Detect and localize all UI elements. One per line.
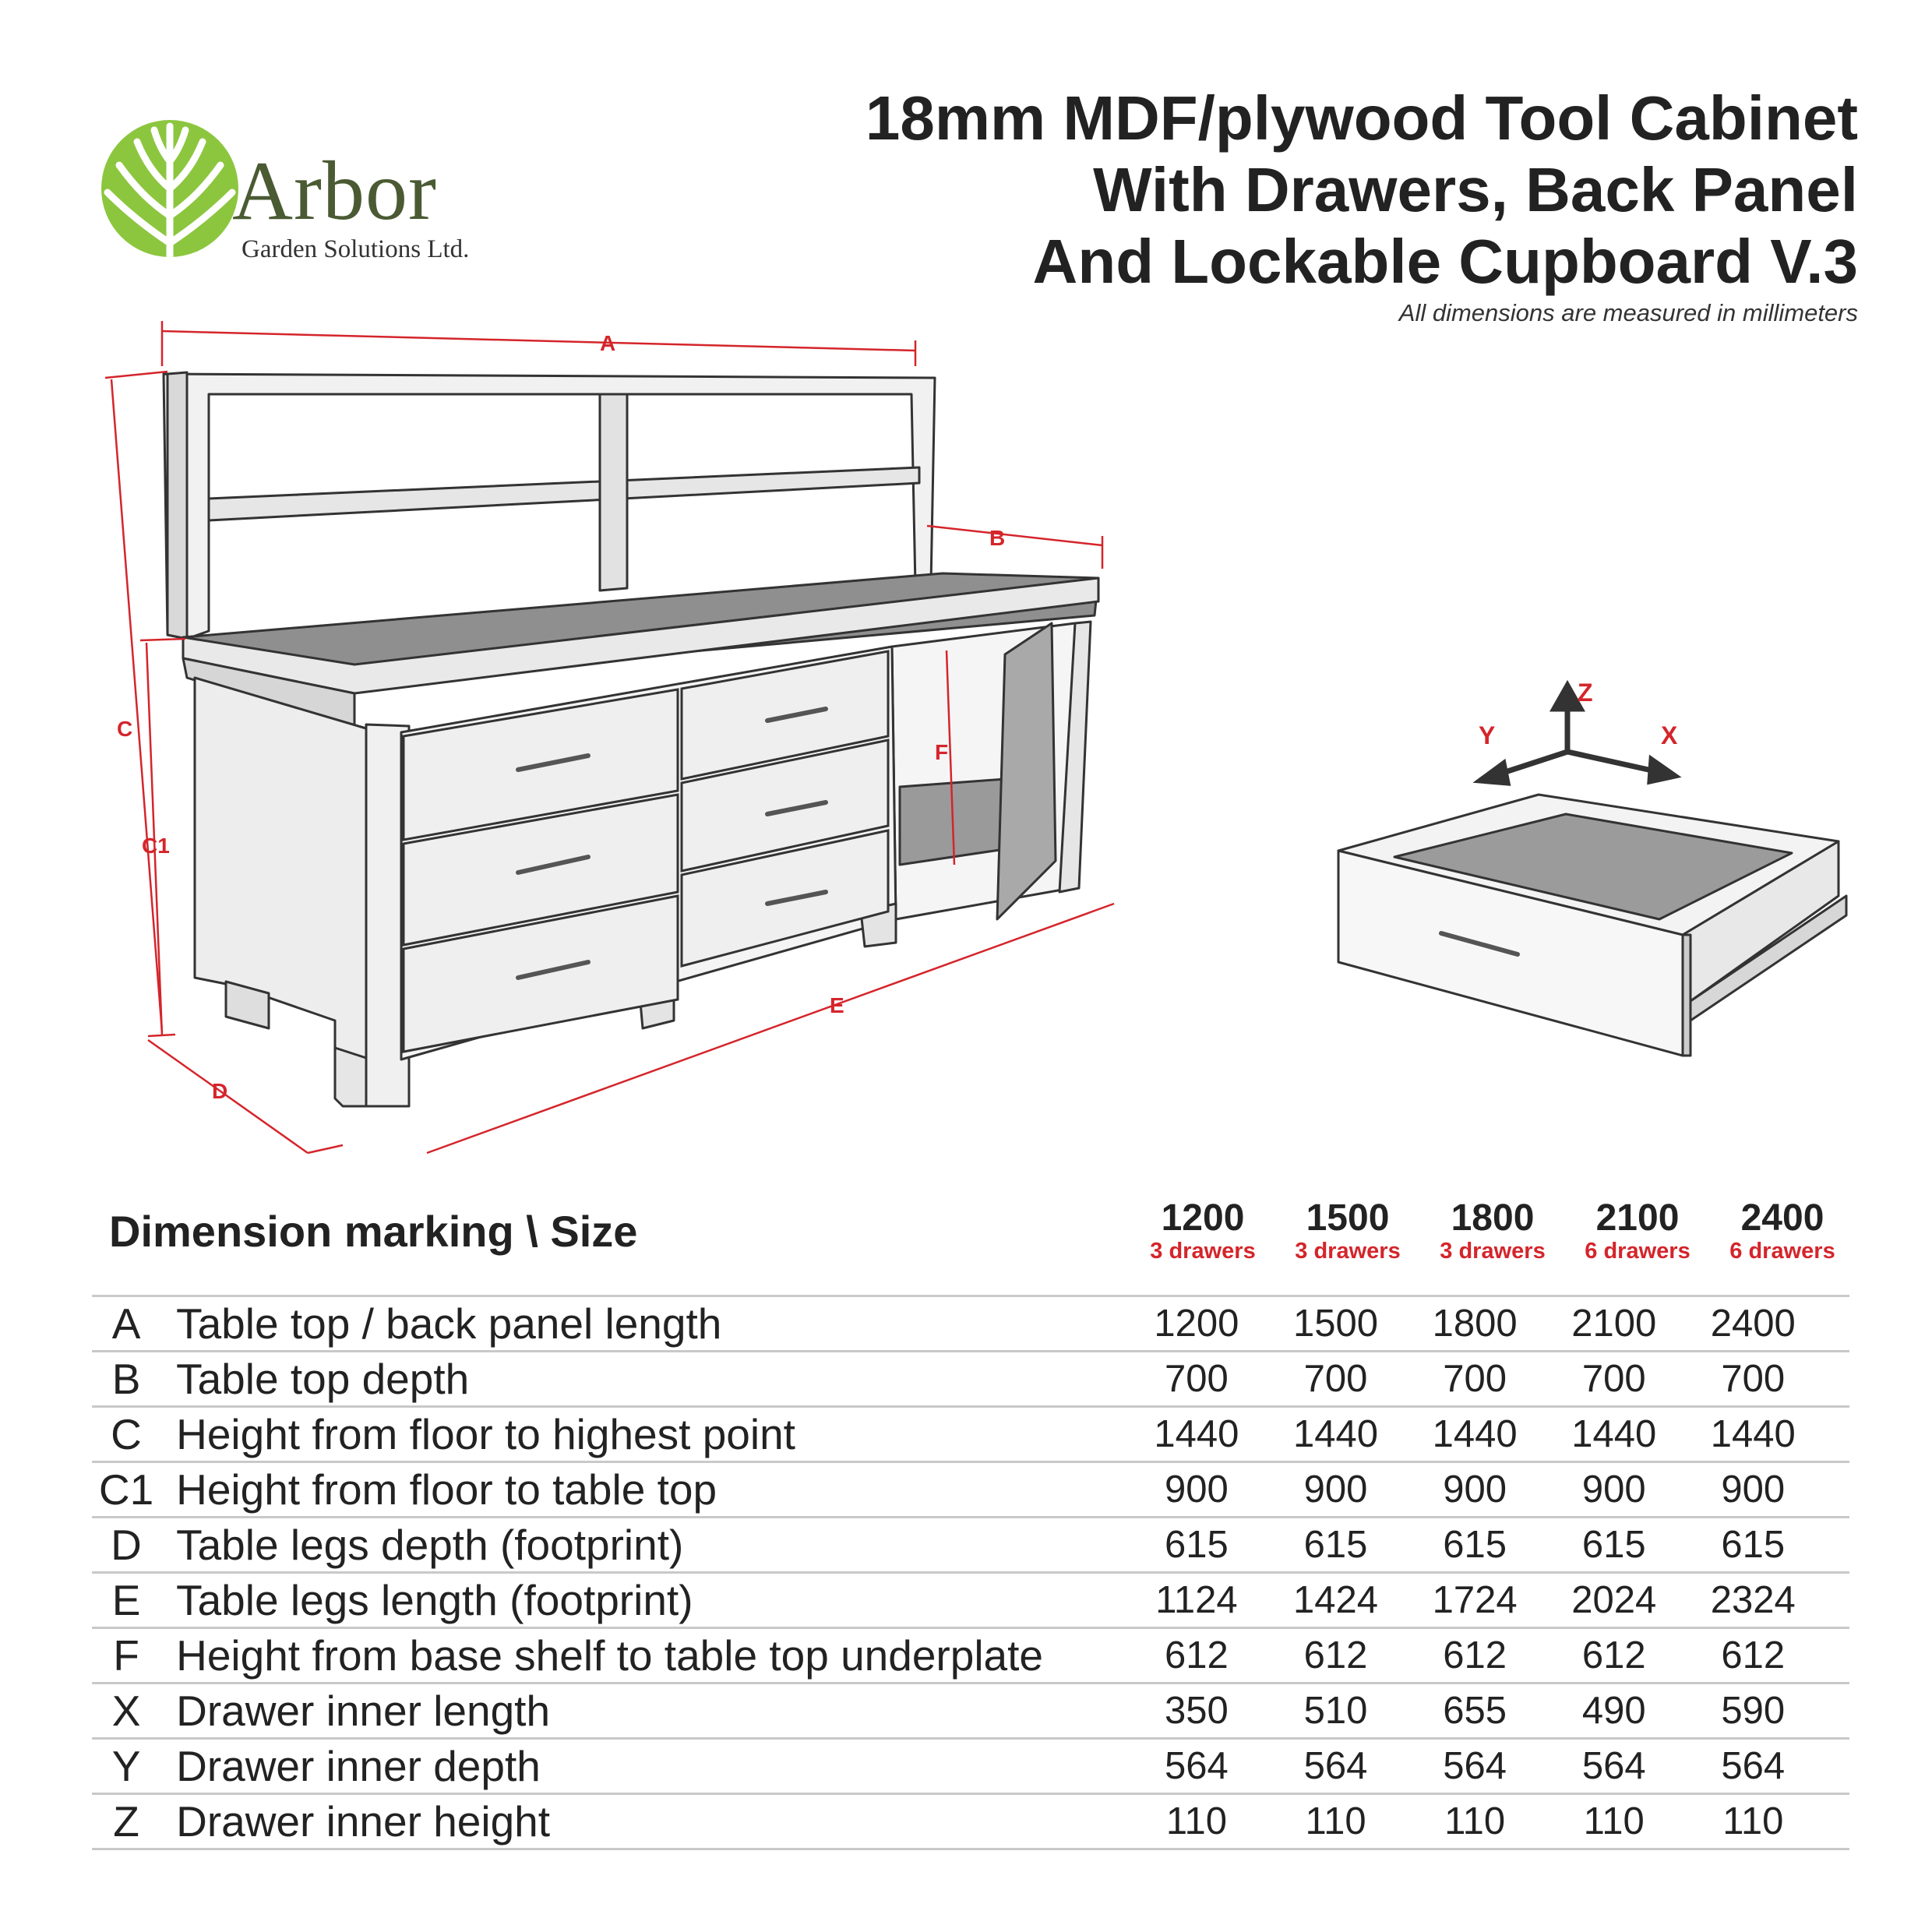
dimension-value: 1440 (1710, 1412, 1796, 1455)
dimension-mark: X (111, 1686, 141, 1735)
dimension-mark: Z (113, 1796, 139, 1846)
dimension-description: Table top / back panel length (176, 1299, 722, 1348)
dimension-value: 900 (1443, 1468, 1507, 1511)
size-column-header (1130, 1198, 1275, 1264)
size-column-header (1565, 1198, 1710, 1264)
dimension-value: 615 (1165, 1523, 1229, 1566)
dimension-value: 564 (1165, 1744, 1229, 1787)
table-row (92, 1794, 1849, 1849)
dimension-description: Height from floor to table top (176, 1465, 717, 1514)
dim-label-d: D (212, 1079, 228, 1103)
dimension-value: 590 (1721, 1689, 1786, 1732)
dimension-value: 2024 (1571, 1578, 1657, 1621)
brand-subtitle: Garden Solutions Ltd. (242, 235, 470, 263)
drawer-count: 3 drawers (1150, 1239, 1256, 1264)
dimension-value: 490 (1581, 1689, 1646, 1732)
axis-label-z: Z (1578, 679, 1593, 707)
dimension-value: 110 (1165, 1800, 1227, 1842)
dimension-value: 1440 (1432, 1412, 1518, 1455)
drawer-drawing (1338, 795, 1846, 1056)
dimension-mark: Y (111, 1741, 141, 1790)
dimension-description: Table legs length (footprint) (176, 1575, 693, 1624)
dimension-value: 900 (1721, 1468, 1786, 1511)
dimension-value: 564 (1303, 1744, 1368, 1787)
dimension-value: 612 (1303, 1634, 1368, 1676)
dimension-value: 612 (1443, 1634, 1507, 1676)
dimension-description: Height from base shelf to table top underplate (176, 1631, 1044, 1680)
dimension-value: 2100 (1571, 1302, 1657, 1345)
dimension-description: Drawer inner height (176, 1796, 551, 1846)
dimension-description: Drawer inner length (176, 1686, 551, 1735)
dimension-value: 110 (1583, 1800, 1645, 1842)
dimension-value: 700 (1581, 1357, 1646, 1400)
table-row (92, 1296, 1849, 1352)
dimension-value: 1124 (1155, 1578, 1238, 1621)
dimension-value: 1440 (1154, 1412, 1239, 1455)
size-value: 2100 (1595, 1197, 1680, 1239)
dimension-value: 615 (1443, 1523, 1507, 1566)
dimension-value: 110 (1305, 1800, 1366, 1842)
axis-label-x: X (1661, 721, 1678, 749)
dimension-value: 900 (1165, 1468, 1229, 1511)
dim-label-b: B (989, 526, 1006, 550)
dimension-value: 1800 (1432, 1302, 1518, 1345)
dimension-mark: C (111, 1409, 142, 1458)
title-line-2: With Drawers, Back Panel (1093, 155, 1858, 224)
dim-label-f: F (935, 740, 949, 764)
dimension-value: 564 (1443, 1744, 1507, 1787)
dimension-value: 564 (1581, 1744, 1646, 1787)
brand-name: Arbor (232, 145, 437, 238)
drawer-count: 6 drawers (1729, 1239, 1835, 1264)
size-column-header (1275, 1198, 1420, 1264)
table-row (92, 1407, 1849, 1462)
dimension-description: Drawer inner depth (176, 1741, 541, 1790)
dimension-mark: B (111, 1354, 141, 1403)
drawer-count: 3 drawers (1440, 1239, 1546, 1264)
dimension-description: Height from floor to highest point (176, 1409, 795, 1458)
dimension-value: 655 (1443, 1689, 1507, 1732)
dimension-description: Table legs depth (footprint) (176, 1520, 684, 1569)
dimension-value: 615 (1721, 1523, 1786, 1566)
table-row (92, 1462, 1849, 1518)
table-row (92, 1573, 1849, 1628)
dimension-mark: C1 (98, 1465, 154, 1514)
dim-label-a: A (600, 331, 616, 355)
dimension-mark: E (111, 1575, 141, 1624)
drawer-count: 3 drawers (1295, 1239, 1401, 1264)
dimension-value: 612 (1165, 1634, 1229, 1676)
axis-label-y: Y (1479, 721, 1496, 749)
dimension-mark: F (113, 1631, 139, 1680)
dimension-value: 700 (1303, 1357, 1368, 1400)
table-row (92, 1683, 1849, 1739)
dimension-value: 700 (1443, 1357, 1507, 1400)
drawer-count: 6 drawers (1585, 1239, 1690, 1264)
dimension-value: 612 (1581, 1634, 1646, 1676)
title-line-1: 18mm MDF/plywood Tool Cabinet (865, 83, 1858, 153)
dimension-value: 700 (1721, 1357, 1786, 1400)
dimension-table (92, 1295, 1849, 1850)
table-row (92, 1628, 1849, 1683)
size-column-header (1420, 1198, 1565, 1264)
dimension-value: 110 (1722, 1800, 1784, 1842)
table-row (92, 1739, 1849, 1794)
dim-label-c1: C1 (142, 834, 170, 858)
dim-label-c: C (117, 717, 133, 741)
units-note: All dimensions are measured in millimeters (1398, 299, 1858, 326)
size-value: 1200 (1161, 1197, 1245, 1239)
title-line-3: And Lockable Cupboard V.3 (1032, 227, 1858, 296)
dimension-value: 615 (1581, 1523, 1646, 1566)
dimension-value: 1440 (1571, 1412, 1657, 1455)
table-row (92, 1352, 1849, 1407)
size-column-header (1710, 1198, 1855, 1264)
dimension-value: 350 (1165, 1689, 1229, 1732)
dimension-value: 900 (1303, 1468, 1368, 1511)
dimension-value: 1200 (1154, 1302, 1239, 1345)
dimension-value: 2324 (1710, 1578, 1796, 1621)
dim-label-e: E (830, 993, 844, 1017)
dimension-value: 564 (1721, 1744, 1786, 1787)
dimension-description: Table top depth (176, 1354, 470, 1403)
dimension-value: 700 (1165, 1357, 1229, 1400)
table-row (92, 1518, 1849, 1573)
dimension-value: 615 (1303, 1523, 1368, 1566)
dimension-value: 110 (1444, 1800, 1506, 1842)
dimension-value: 900 (1581, 1468, 1646, 1511)
dimension-value: 612 (1721, 1634, 1786, 1676)
size-value: 1800 (1451, 1197, 1535, 1239)
size-value: 2400 (1740, 1197, 1824, 1239)
dimension-value: 1500 (1293, 1302, 1379, 1345)
size-value: 1500 (1306, 1197, 1390, 1239)
dimension-value: 510 (1303, 1689, 1368, 1732)
dimension-value: 1724 (1432, 1578, 1518, 1621)
dimension-value: 1440 (1293, 1412, 1379, 1455)
dimension-value: 2400 (1710, 1302, 1796, 1345)
dimension-value: 1424 (1293, 1578, 1379, 1621)
dimension-mark: A (111, 1299, 141, 1348)
dimension-mark: D (111, 1520, 142, 1569)
table-header-label: Dimension marking \ Size (109, 1207, 638, 1256)
